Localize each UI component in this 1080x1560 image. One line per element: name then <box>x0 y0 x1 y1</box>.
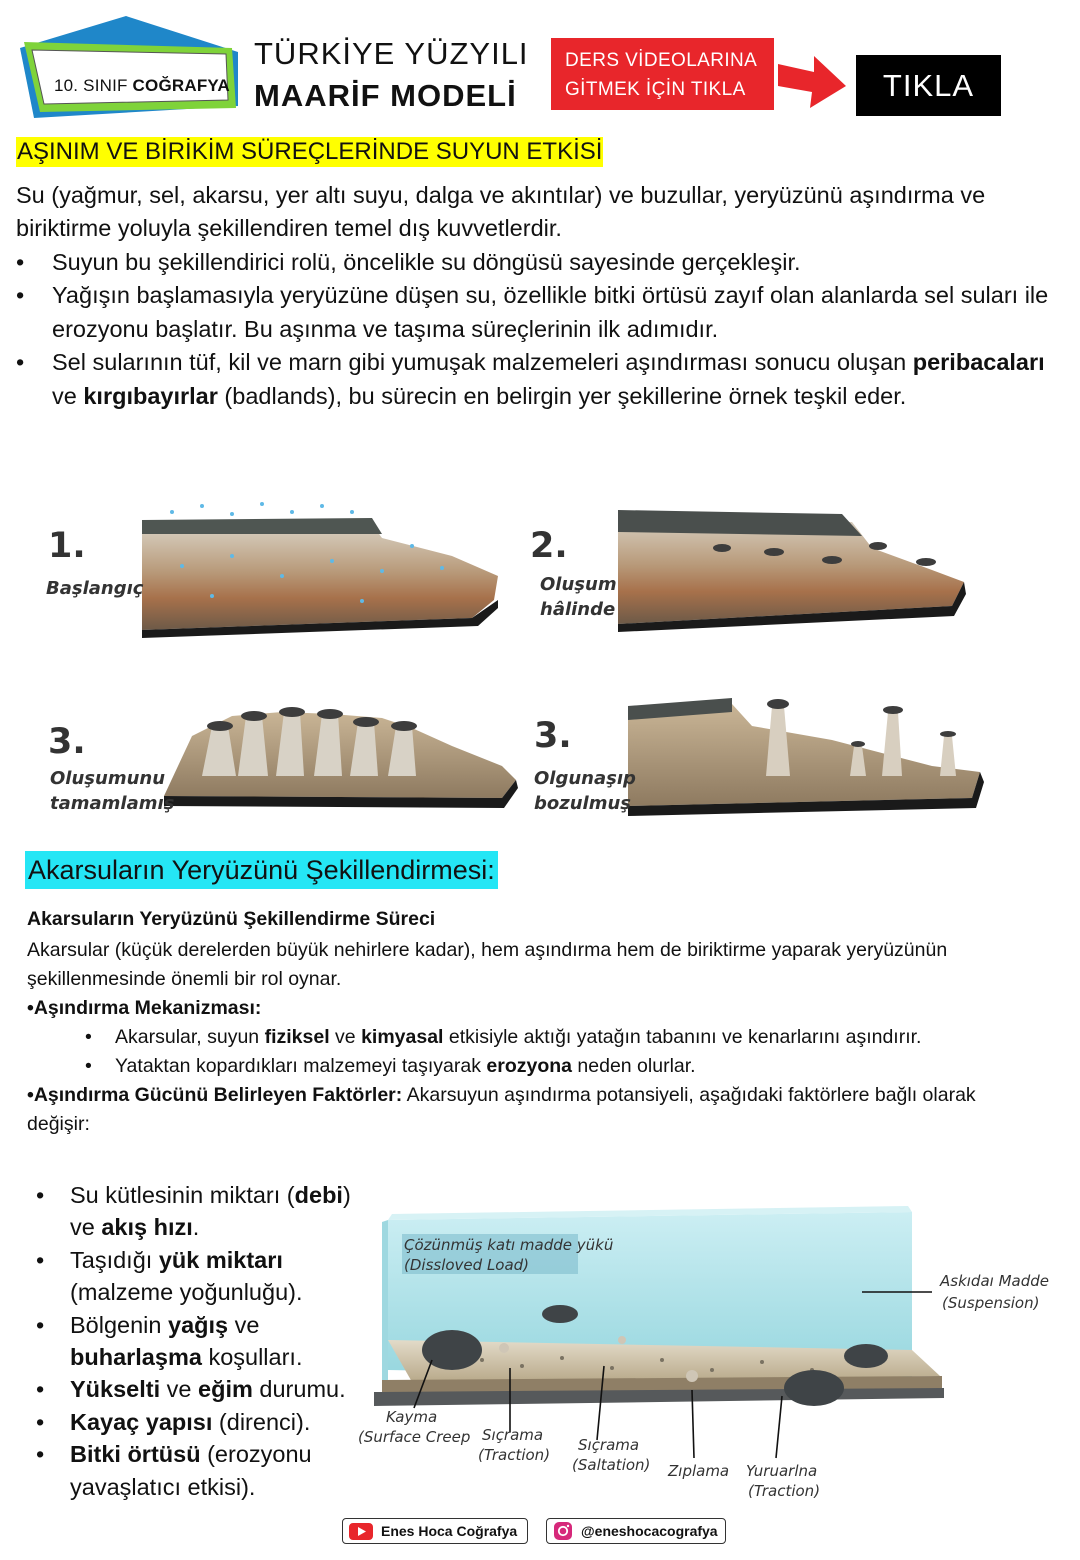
list-item: • Yükselti ve eğim durumu. <box>36 1373 366 1405</box>
section2-heading: Akarsuların Yeryüzünü Şekillendirme Süreci <box>27 908 436 930</box>
stage-2-illustration <box>618 510 966 632</box>
intro-paragraph: Su (yağmur, sel, akarsu, yer altı suyu, dalga ve akıntılar) ve buzullar, yeryüzünü aşındırma ve biriktirme yoluyla şekillendiren temel dış kuvvetlerdir. <box>16 182 986 242</box>
header-title-line2: MAARİF MODELİ <box>254 78 517 113</box>
ziplama-label: Zıplama <box>668 1462 730 1480</box>
stage-1-number: 1. <box>48 526 86 566</box>
bullet-list <box>16 246 1066 413</box>
tikla-button[interactable]: TIKLA <box>856 55 1001 116</box>
rolling-label-en: (Traction) <box>748 1482 821 1500</box>
dissolved-load-label-en: (Dissloved Load) <box>404 1256 530 1274</box>
video-link-banner[interactable]: DERS VİDEOLARINA GİTMEK İÇİN TIKLA <box>551 38 774 110</box>
stage-4-illustration <box>628 698 984 816</box>
stage-3-number: 3. <box>48 722 86 762</box>
arrow-right-icon <box>774 50 850 112</box>
list-item: • Yataktan kopardıkları malzemeyi taşıyarak erozyona neden olurlar. <box>85 1052 1045 1081</box>
suspension-label-en: (Suspension) <box>942 1294 1040 1312</box>
stage-1-illustration <box>142 502 498 638</box>
section-title: AŞINIM VE BİRİKİM SÜREÇLERİNDE SUYUN ETKİSİ <box>17 138 603 165</box>
header-title-line1: TÜRKİYE YÜZYILI <box>254 36 529 71</box>
list-item: • Bitki örtüsü (erozyonu yavaşlatıcı etkisi). <box>36 1438 366 1503</box>
list-item: • Yağışın başlamasıyla yeryüzüne düşen su, özellikle bitki örtüsü zayıf olan alanlarda sel suları ile erozyonu başlatır. Bu aşınma ve taşıma süreçlerinin ilk adımıdır. <box>16 279 1066 346</box>
list-item: • Kayaç yapısı (direnci). <box>36 1406 366 1438</box>
traction-label-en: (Traction) <box>478 1446 551 1464</box>
section2-title: Akarsuların Yeryüzünü Şekillendirmesi: <box>25 851 498 889</box>
list-item: • Akarsular, suyun fiziksel ve kimyasal etkisiyle aktığı yatağın tabanını ve kenarlarını aşındırır. <box>85 1023 1045 1052</box>
fairy-chimney-figure <box>32 476 1032 848</box>
factors-intro: •Aşındırma Gücünü Belirleyen Faktörler: Akarsuyun aşındırma potansiyeli, aşağıdaki faktörlere bağlı olarak değişir: <box>27 1084 976 1135</box>
mechanism-title: •Aşındırma Mekanizması: <box>27 997 262 1019</box>
surface-creep-label-en: (Surface Creep <box>358 1428 471 1446</box>
mechanism-list <box>85 1023 1045 1081</box>
section2-paragraph: Akarsular (küçük derelerden büyük nehirlere kadar), hem aşındırma hem de biriktirme yaparak yeryüzünün şekillenmesinde önemli bir rol oynar. <box>27 939 948 990</box>
stage-3-label: Oluşumunu tamamlamış <box>50 768 175 814</box>
surface-creep-label: Kayma <box>386 1408 438 1426</box>
course-badge <box>14 12 244 122</box>
list-item: • Bölgenin yağış ve buharlaşma koşulları. <box>36 1309 366 1374</box>
instagram-icon <box>553 1521 573 1541</box>
list-item: • Su kütlesinin miktarı (debi) ve akış hızı. <box>36 1179 366 1244</box>
youtube-icon <box>349 1523 373 1540</box>
list-item: • Suyun bu şekillendirici rolü, öncelikle su döngüsü sayesinde gerçekleşir. <box>16 246 1066 279</box>
rolling-label: Yuruarlna <box>746 1462 818 1480</box>
stage-1-label: Başlangıç <box>46 578 144 599</box>
stage-4-label: Olgunaşıp bozulmuş <box>534 768 636 814</box>
traction-label: Sıçrama <box>482 1426 544 1444</box>
instagram-link[interactable]: @eneshocacografya <box>546 1518 726 1544</box>
stage-3-illustration <box>164 707 518 808</box>
sediment-transport-figure <box>352 1200 1072 1510</box>
list-item: • Taşıdığı yük miktarı (malzeme yoğunluğu). <box>36 1244 366 1309</box>
youtube-channel-link[interactable]: Enes Hoca Coğrafya <box>342 1518 528 1544</box>
dissolved-load-label: Çözünmüş katı madde yükü <box>404 1236 614 1254</box>
suspension-label: Askıdaı Madde <box>940 1272 1049 1290</box>
badge-label: 10. SINIF COĞRAFYA <box>54 76 230 95</box>
stage-2-number: 2. <box>530 526 568 566</box>
stage-2-label: Oluşum hâlinde <box>540 574 617 620</box>
saltation-label-en: (Saltation) <box>572 1456 651 1474</box>
stage-4-number: 3. <box>534 716 572 756</box>
list-item: • Sel sularının tüf, kil ve marn gibi yumuşak malzemeleri aşındırması sonucu oluşan peribacaları ve kırgıbayırlar (badlands), bu sürecin en belirgin yer şekillerine örnek teşkil eder. <box>16 346 1066 413</box>
factors-list <box>36 1179 366 1503</box>
saltation-label: Sıçrama <box>578 1436 640 1454</box>
